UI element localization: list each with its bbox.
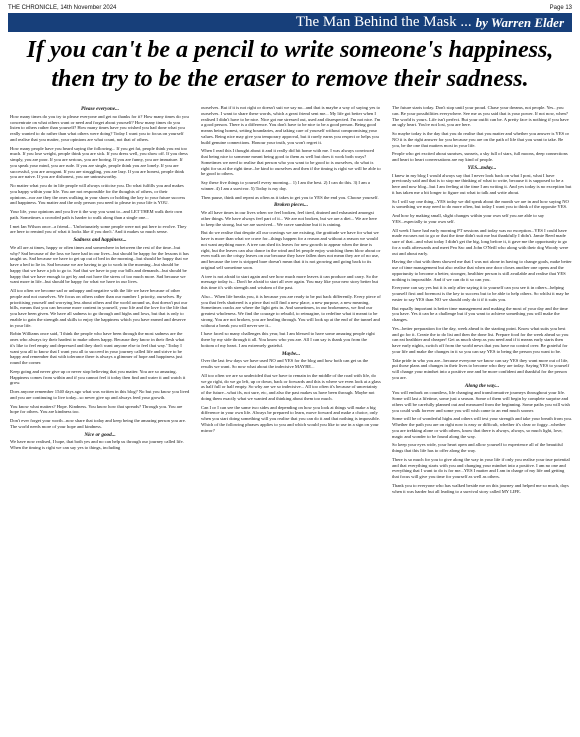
body-paragraph: So maybe today is the day that you do realise that you matter and whether you answer is YES or NO it is the right answer for you because you are on the path of life that you want to take. Be you, be the one that matters most in your life.	[392, 131, 570, 148]
body-paragraph: All too often we become sad or unhappy and negative with the life we have because of other people and not ourselves. We focus on others rather than our number 1 priority, ourselves. By prioritising yourself and worrying less about others and the world around us, that doesn't put our bills, means that you can become more content in yourself, your life and the love for the life that you have been given. We have all sadness to go through and highs and lows, but that is only to enable to gain the strength and skills to enjoy the happiness which you have earned and deserve in your life.	[10, 288, 188, 328]
headline: If you can't be a pencil to write someone's happiness, then try to be the eraser to remove their sadness.	[26, 37, 554, 92]
body-paragraph: So I will say one thing...YES today we did speak about the month we are in and how saying NO is something we may need to do more often, but today I want you to think of the opposite YES.	[392, 198, 569, 210]
article-column	[10, 105, 190, 733]
body-paragraph: People who get excited about sunrises, sunsets, a sky full of stars, full moons, deep connections and heart to heart conversations are my kind of people.	[392, 151, 568, 162]
body-paragraph: How many people have you heard saying the following... If you get fat, people think you eat too much. If you lose weight, people think you are sick. If you dress well, you show off. If you dress simply, you are poor. If you are serious, you are boring. If you are funny, you are immature. If you speak your mind, you are rude. If you are single, people think you are lonely. If you are successful, you are arrogant. If you are struggling, you are lazy. If you are honest, people think you are naive. If you are dishonest, you are untrustworthy.	[10, 145, 188, 180]
section-heading: YES...today...	[467, 164, 497, 171]
body-paragraph: We all have times in our lives when we feel broken, feel tired, drained and exhausted amongst other things. We have always feel part of it... We are not broken, but we are a diet... We are here to keep the strong, but we are survived... We crave sunshine but it is raining.	[201, 210, 377, 227]
article-column	[392, 105, 572, 733]
body-paragraph: Over the last few days we have used NO and YES for the blog and how both can get us the results we want. So now what about the indecisive MAYBE...	[201, 358, 369, 369]
column-banner	[8, 13, 572, 32]
section-heading: Broken pieces...	[273, 202, 308, 209]
body-paragraph: Also... When life breaks you, it is because you are ready to be put back differently. Every piece of you that feels shattered is a piece that will find a new place, a new purpose, a new meaning. Sometimes cracks are where the light gets in. And sometimes, in our brokenness, we find our greatest wholeness. We find the courage to rebuild, to reimagine, to redefine what it meant to be strong. You are not broken, you are healing through. You will look up at the end of the tunnel and without a break you will never see it...	[201, 293, 381, 328]
body-paragraph: Having the chat with them showed me that I was not alone in having to change goals, make better use of time management but also realise that when one door closes another one opens and the opportunity to become a better, stronger, healthier person is still available and realise that YES nothing is impossible. And if we can do it so can you.	[392, 259, 572, 282]
body-paragraph: Can I or I can see the same two sides and depending on how you look at things will make a big difference in your own life. Always be prepared to learn, move forward and make a choice, only when you start doing something will you realise that you can do it and that nothing is impossible. Which of the following phrases applies to you and which would you like to use in a sign on your mirror?	[201, 404, 380, 433]
article-column	[201, 105, 381, 733]
body-paragraph: Say these five things to yourself every morning... 1) I am the best. 2) I can do this. 3) I am a winner. 4) I am a survivor. 5) Today is my day.	[201, 180, 370, 191]
body-paragraph: Thank you to everyone who has walked beside me on this journey and helped me so much, days when it was harder but all leading to a survival story called MY LIFE.	[392, 482, 569, 494]
body-paragraph: There is so much for you to give along the way in your life if only you realise your true potential and that everything starts with you and changing your mindset into a positive. I am no one and everything that I want to do is for me...YES I matter and I am in charge of my life and getting that focus will give you time for yourself as well as others.	[392, 456, 570, 479]
body-paragraph: All too often we are so undecided that we have to remain in the middle of the road with life, do we go right, do we go left, up or down, back or forwards and this is where we even look at a glass as half full or half empty. So why are we so indecisive... All too often it's because of uncertainty of the future...what ifs, not sure, etc, and also the past makes us have been through. Maybe not doing them exactly what we wanted and thinking about them too much.	[201, 372, 381, 401]
section-heading: Along the way...	[464, 382, 500, 389]
section-heading: Please everyone...	[80, 106, 120, 112]
body-paragraph: I met Ian Wilson once...a friend... 'Unfortunately some people were not put here to evolve. They are here to remind you of what it looks like if you don't.' And it makes so much sense.	[10, 223, 187, 235]
body-paragraph: You know what matters? Hope. Kindness. You know how that spreads? Through you. You are hope for others. You are kindness too.	[10, 403, 183, 415]
body-paragraph: When I read this I thought about it and it really did hit home with me. I was always convinced that being nice to someone meant being good to them as well but does it work both ways? Sometimes we need to realise that person who you want to be good to is ourselves, do what is right for us at the right time...be kind to ourselves and then if the timing is right we will be able to be good to others.	[201, 148, 381, 177]
body-paragraph: Some will be of wonderful highs and others will test your strength and take your breath from you. Whether the path you are on right now is easy or difficult, whether it's clear or foggy...whether you are trekking alone or with others, know that there is always, always, so much light, love, magic and wonder to be found along the way.	[392, 416, 572, 439]
body-paragraph: I have faced so many challenges this year, but I am blessed to have some amazing people right there by my side through it all. You know who you are. All I can say is thank you from the bottom of my heart. I am extremely grateful.	[201, 331, 375, 348]
section-heading: Nice or good...	[84, 431, 116, 438]
body-paragraph: How many times do you try to please everyone and get no thanks for it? How many times do you concentrate on what others want or need and forget about yourself? How many times do you listen to others rather than yourself? How many times have you wished you had done what you really wanted to do rather than what others were doing? Today I want you to focus on yourself and realise that you matter, your opinions are what count, not that of others.	[10, 113, 189, 142]
article-columns	[10, 105, 572, 733]
body-paragraph: A tree is not afraid to start again and see how much more leaves it can produce and carry. So the message today is... Don't be afraid to start all over again. You may like your new story better but this time it's with strength and wisdom of the past.	[201, 273, 379, 290]
body-paragraph: But do we realise that despite all our cravings we are existing, the gratitude we have for what we have is more than what we crave for...things happen for a reason and without a reason we would not want anything more. A tree can shed its leaves for new growth to appear when the time is right, but the leaves can also dance in the wind and let people enjoy watching them blow about or even walk on the crispy leaves on our because they have fallen does not mean they are of no use, and because the tree is stripped bare doesn't mean that it is not growing and going back to its original self sometime soon.	[201, 230, 381, 270]
body-paragraph: Yes...better preparation for the day, week ahead is the starting point. Know what suits you best and go for it. Create the to do list and then the done list. Prepare food for the week ahead so you can eat healthier and cheaper! Get as much sleep as you need and if it means early starts then have early nights, switch off from the world news that you have no control over. Be grateful for your life and make the changes in it so you can say YES to being the person you want to be.	[392, 325, 569, 354]
column-author: by Warren Elder	[475, 14, 564, 30]
body-paragraph: ourselves. But if it is not right or doesn't suit we say no...and that is maybe a way of saying yes to ourselves. I want to share these words, which a great friend sent me... My life got better when I realised I didn't have to be nice. Nice got me stressed out, used and disrespected. I'm not nice. I'm a good person. There is a difference. You don't have to be nice to be a good person. Being good means being honest, setting boundaries, and taking care of yourself without compromising your values. Being nice may give you temporary approval, but it rarely earns you respect or helps you build genuine connections. Honour your truth, you won't regret it.	[201, 105, 381, 145]
section-heading: Maybe...	[281, 350, 301, 357]
body-paragraph: Everyone can say yes but it is only after saying it to yourself can you see it in others...helping yourself first and foremost is the key to success but to be able to help others. So whilst it may be easier to say YES than NO we should only do it if it suits you.	[392, 285, 570, 302]
body-paragraph: All week I have had early morning PT sessions and today was no exception...YES I could have made excuses not to go or that the time didn't suit me but thankfully I didn't. Jamie Reed made sure of that...and what today I didn't get the big, long before it, it gave me the opportunity to go for a walk afterwards and meet Pea Sac and John O'Neill who along with their dog Woody were out and about early.	[392, 227, 569, 256]
body-paragraph: The future starts today. Don't stop until your proud. Chase your dreams, not people. Yes...you can. Be your possibilities everywhere. See me as you said that is your power. If not now, when? The world is yours. Life isn't perfect. But your outfit can be. A pretty face is nothing if you have an ugly heart. You're not lost, you are here.	[392, 105, 569, 128]
body-paragraph: Take pride in who you are...because everyone we know can say YES they want more out of life, put those plans and changes in their lives to become who they are today. Saying YES to yourself will change your mindset into a positive one and be more confident and thankful for the person you are.	[392, 357, 570, 380]
body-paragraph: So keep your eyes wide, your heart open and allow yourself to experience all of the beautiful things that this life has to offer along the way.	[392, 442, 563, 453]
page-number: Page 13	[549, 4, 572, 11]
body-paragraph: Keep going and never give up or never stop believing that you matter. You are so amazing. Happiness comes from within and if you cannot feel it today then find and water it and watch it grow.	[10, 368, 186, 386]
publication-date: THE CHRONICLE, 14th November 2024	[8, 4, 117, 11]
body-paragraph: Your life, your opinions and you live it the way you want to...and LET THEM walk their own path. Sometimes a crowded path is harder to walk along than a single one...	[10, 209, 183, 220]
body-paragraph: Don't ever forget your worth...now share that today and keep being the amazing person you are. The world needs more of your hope and kindness.	[10, 418, 186, 429]
body-paragraph: Robin Williams once said, 'I think the people who have been through the most sadness are the ones who always try their hardest to make others happy. Because they know in their flesh what it's like to feel empty and depressed and they don't want anyone else to feel that way.' Today I want you all to know that I want you all to succeed in your journey called life and strive to be happy and remember that with tolerance there is always a glimmer of hope and happiness just round the corner.	[10, 331, 185, 365]
body-paragraph: We have now realised, I hope, that both yes and no can help us through our journey called life. When the timing is right we can say yes to things, including	[10, 439, 184, 450]
body-paragraph: You will embark on countless, life changing and transformative journeys throughout your life. Some will last a lifetime, some just a season. Some of them will begin by complete surprise and others will be carefully planned out and measured from the beginning. Some paths you will wish you could walk forever and some you will wish came to an end much sooner.	[392, 390, 570, 413]
body-paragraph: Does anyone remember 1540 days ago what was written in this blog? No but you know you lived and you are continuing to live today...so never give up and always feed your growth.	[10, 389, 190, 400]
page-header	[8, 3, 572, 12]
body-paragraph: I knew in my blog I would always say that I never look back on what I post, what I have previously said and that is to stop me thinking of what to write, because it is supposed to be a here and now blog...but I am feeling at the time I am writing it. And yes today is no exception but it has taken me a bit longer to figure out what to talk and write about.	[392, 172, 572, 195]
section-heading: Sadness and happiness...	[73, 237, 127, 243]
body-paragraph: But equally important is better time management and making the most of your day and the time you have. Yes it can be a challenge but if you want to achieve something you will make the changes.	[392, 305, 568, 322]
body-paragraph: Then pause, think and repeat as often as it takes to get you to YES the end you. Choose yourself.	[201, 194, 379, 200]
column-title: The Man Behind the Mask ...	[295, 14, 472, 30]
body-paragraph: No matter what you do in life people will always criticise you. Do what fulfills you and makes you happy within your life. You are not responsible for the thoughts of others, or their opinions...nor are they the ones walking in your shoes or holding the key to your future success and happiness. You matter and the only person you need to please in your life is YOU.	[10, 183, 186, 206]
body-paragraph: And how by making small, slight changes within your own self you are able to say YES...especially to your own self.	[392, 213, 545, 224]
body-paragraph: We all are at times, happy or often times and somewhere in between the rest of the time...but why? Sad because of the loss we have had in our lives...but should be happy for the lessons it has taught us. Sad because we have to get up out of bed in the morning...but should be happy that we have a bed to lie in. Sad because we are having to go to work in the morning...but should be happy that we have a job to go to. Sad that we have to pay our bills and demands...but should be happy that we have enough to get by and not have the stress of too much more. Sad because we want more in life...but should be happy for what we have in our lives.	[10, 244, 189, 285]
